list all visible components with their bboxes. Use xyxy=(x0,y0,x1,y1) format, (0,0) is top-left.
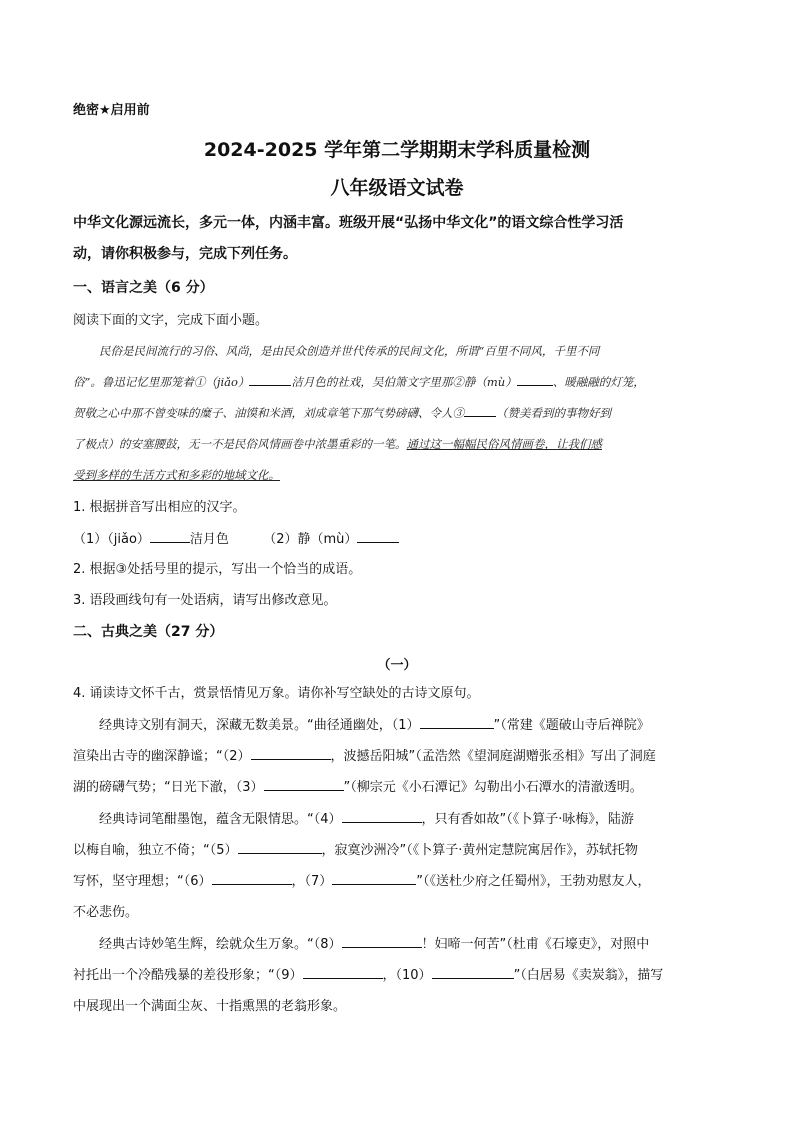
p1-text-e: 湖的磅礴气势；“日光下澈，（3） xyxy=(73,780,264,795)
answer-blank-9[interactable] xyxy=(303,966,383,979)
p3-text-f: 中展现出一个满面尘灰、十指熏黑的老翁形象。 xyxy=(73,999,347,1014)
exam-title: 2024-2025 学年第二学期期末学科质量检测 xyxy=(203,139,591,161)
section-1-instruction: 阅读下面的文字，完成下面小题。 xyxy=(73,313,269,328)
q1-item-2-label: （2）静（mù） xyxy=(263,532,358,547)
p3-row-2 xyxy=(73,960,723,991)
passage-row-2-b: 洁月色的社戏，吴伯箫文字里那②静（mù） xyxy=(291,375,517,389)
underlined-sentence-part-2: 受到多样的生活方式和多彩的地域文化。 xyxy=(73,468,280,482)
answer-blank-6[interactable] xyxy=(212,872,292,885)
passage-row-2-a: 俗”。鲁迅记忆里那笼着①（jiǎo） xyxy=(73,375,250,389)
passage-row-2-c: 、暖融融的灯笼， xyxy=(552,375,645,389)
p2-row-4 xyxy=(73,897,723,928)
section-1-heading: 一、语言之美（6 分） xyxy=(73,280,214,296)
p1-row-1 xyxy=(73,710,723,741)
question-3: 3. 语段画线句有一处语病，请写出修改意见。 xyxy=(73,593,337,608)
p2-text-d: ，寂寞沙洲冷”（《卜算子·黄州定慧院寓居作》，苏轼托物 xyxy=(321,843,638,858)
intro-line-1: 中华文化源远流长，多元一体，内涵丰富。班级开展“弘扬中华文化”的语文综合性学习活 xyxy=(73,215,624,231)
passage xyxy=(73,336,723,491)
paragraph-3 xyxy=(73,929,723,1022)
blank-3[interactable] xyxy=(464,404,496,417)
p2-text-h: 不必悲伤。 xyxy=(73,905,139,920)
p1-text-f: ”（柳宗元《小石潭记》勾勒出小石潭水的清澈透明。 xyxy=(343,780,643,795)
passage-row-1: 民俗是民间流行的习俗、风尚，是由民众创造并世代传承的民间文化，所谓“百里不同风，千里不同 xyxy=(99,344,600,358)
q1-answer-2[interactable] xyxy=(357,530,399,543)
p1-row-3 xyxy=(73,772,723,803)
answer-blank-7[interactable] xyxy=(332,872,416,885)
p1-text-a: 经典诗文别有洞天，深藏无数美景。“曲径通幽处，（1） xyxy=(99,718,420,733)
p2-text-g: ”（《送杜少府之任蜀州》，王勃劝慰友人， xyxy=(416,874,651,889)
q1-item-1-suffix: 洁月色 xyxy=(189,532,229,547)
exam-subtitle: 八年级语文试卷 xyxy=(330,177,464,199)
p2-text-b: ，只有香如故”（《卜算子·咏梅》，陆游 xyxy=(421,812,634,827)
question-1-items xyxy=(73,530,399,549)
question-4: 4. 诵读诗文怀千古，赏景悟情见万象。请你补写空缺处的古诗文原句。 xyxy=(73,686,480,701)
p3-row-1 xyxy=(73,929,723,960)
section-2-heading: 二、古典之美（27 分） xyxy=(73,624,224,640)
q1-answer-1[interactable] xyxy=(150,530,190,543)
p2-row-3 xyxy=(73,866,723,897)
passage-row-3-a: 贺敬之心中那不曾变味的糜子、油馍和米酒，刘成章笔下那气势磅礴、令人③ xyxy=(73,406,464,420)
answer-blank-10[interactable] xyxy=(432,966,514,979)
passage-row-5 xyxy=(73,460,723,491)
p2-text-a: 经典诗词笔酣墨饱，蕴含无限情思。“（4） xyxy=(99,812,342,827)
p1-text-d: ，波撼岳阳城”（孟浩然《望洞庭湖赠张丞相》写出了洞庭 xyxy=(330,749,656,764)
paragraph-1 xyxy=(73,710,723,803)
passage-row-3-b: （赞美看到的事物好到 xyxy=(496,406,611,420)
passage-row-4 xyxy=(73,429,723,460)
question-2: 2. 根据③处括号里的提示，写出一个恰当的成语。 xyxy=(73,562,362,577)
question-1: 1. 根据拼音写出相应的汉字。 xyxy=(73,500,246,515)
p2-row-1 xyxy=(73,804,723,835)
answer-blank-2[interactable] xyxy=(251,747,331,760)
p3-text-d: ，（10） xyxy=(382,968,432,983)
part-one-label: （一） xyxy=(377,658,417,673)
answer-blank-1[interactable] xyxy=(420,716,494,729)
intro-line-2: 动，请你积极参与，完成下列任务。 xyxy=(73,246,297,262)
blank-1[interactable] xyxy=(249,373,291,386)
answer-blank-4[interactable] xyxy=(342,810,422,823)
confidential-label: 绝密★启用前 xyxy=(73,103,150,118)
p2-text-f: ，（7） xyxy=(291,874,333,889)
answer-blank-8[interactable] xyxy=(342,935,422,948)
p3-text-e: ”（白居易《卖炭翁》，描写 xyxy=(513,968,664,983)
p3-text-c: 衬托出一个冷酷残暴的差役形象；“（9） xyxy=(73,968,303,983)
paragraph-2 xyxy=(73,804,723,928)
blank-2[interactable] xyxy=(517,373,553,386)
passage-row-2 xyxy=(73,367,723,398)
p3-row-3 xyxy=(73,991,723,1022)
underlined-sentence-part-1: 通过这一幅幅民俗风情画卷，让我们感 xyxy=(406,437,602,451)
p2-text-c: 以梅自喻，独立不倚；“（5） xyxy=(73,843,238,858)
p2-text-e: 写怀，坚守理想；“（6） xyxy=(73,874,212,889)
passage-row-4-a: 了极点）的安塞腰鼓，无一不是民俗风情画卷中浓墨重彩的一笔。 xyxy=(73,437,407,451)
p2-row-2 xyxy=(73,835,723,866)
answer-blank-3[interactable] xyxy=(264,778,344,791)
p1-text-b: ”（常建《题破山寺后禅院》 xyxy=(493,718,650,733)
answer-blank-5[interactable] xyxy=(238,841,322,854)
q1-item-1-label: （1）（jiǎo） xyxy=(73,532,150,547)
p1-text-c: 渲染出古寺的幽深静谧；“（2） xyxy=(73,749,251,764)
p3-text-b: ！妇啼一何苦”（杜甫《石壕吏》，对照中 xyxy=(421,937,650,952)
passage-row-3 xyxy=(73,398,723,429)
p1-row-2 xyxy=(73,741,723,772)
p3-text-a: 经典古诗妙笔生辉，绘就众生万象。“（8） xyxy=(99,937,342,952)
